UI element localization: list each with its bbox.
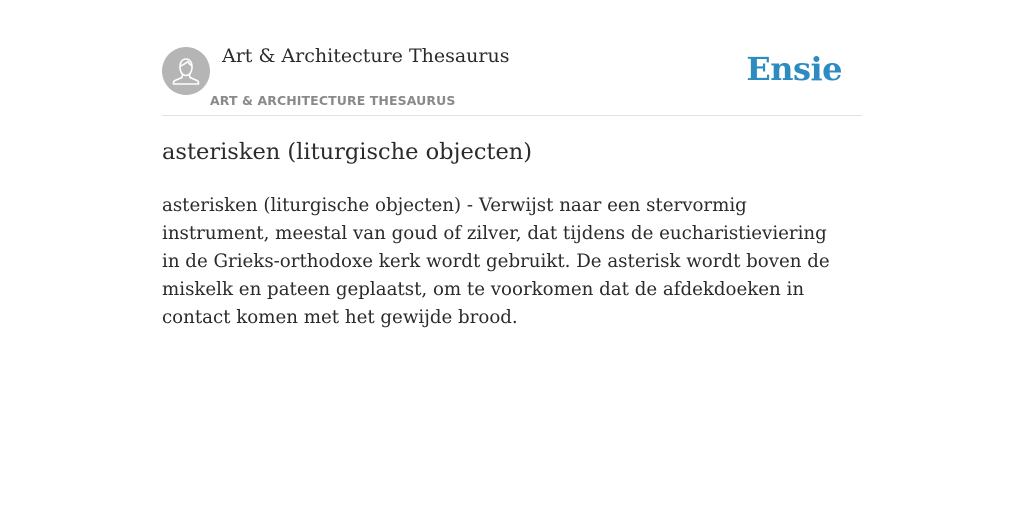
user-icon xyxy=(162,47,210,95)
entry-title: asterisken (liturgische objecten) xyxy=(162,139,533,165)
source-subtitle: ART & ARCHITECTURE THESAURUS xyxy=(210,93,456,108)
source-title-link[interactable]: Art & Architecture Thesaurus xyxy=(222,45,510,67)
source-avatar[interactable] xyxy=(162,47,210,95)
entry-definition: asterisken (liturgische objecten) - Verwijst naar een stervormig instrument, meestal van goud of zilver, dat tijdens de eucharistieviering in de Grieks-orthodoxe kerk wordt gebruikt. De asterisk wordt boven de miskelk en pateen geplaatst, om te voorkomen dat de afdekdoeken in contact komen met het gewijde brood. xyxy=(162,195,830,328)
page-container xyxy=(162,0,862,328)
ensie-logo[interactable]: Ensie xyxy=(746,50,842,88)
source-header xyxy=(162,0,862,116)
